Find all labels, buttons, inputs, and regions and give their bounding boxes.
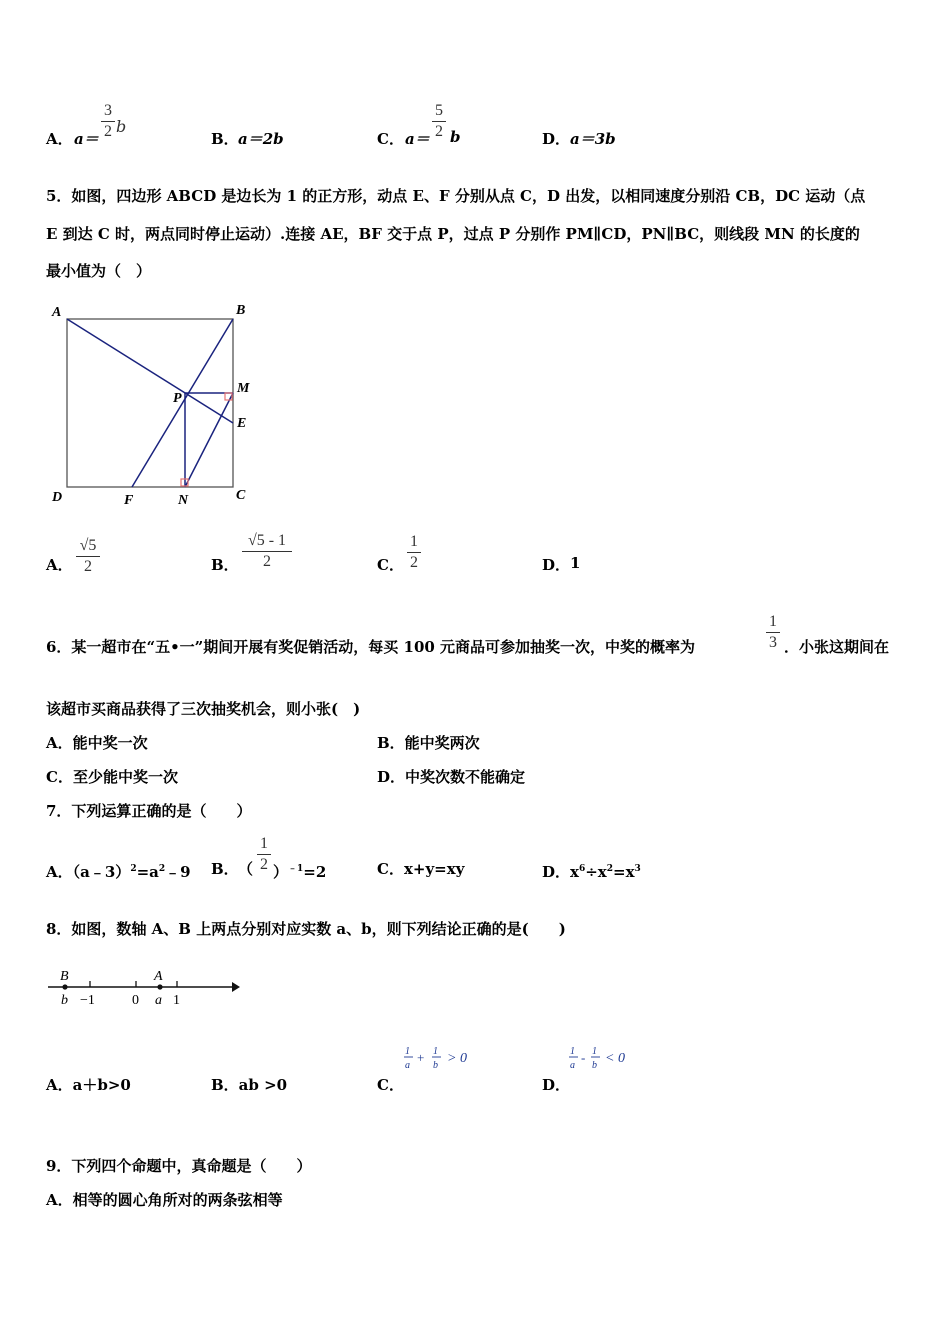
q8-option-d-formula-image (568, 1043, 648, 1073)
q8-option-b: B．ab >0 (211, 1076, 288, 1094)
q6-stem-line-1: 6．某一超市在“五•一”期间开展有奖促销活动，每买 100 元商品可参加抽奖一次，中奖的概率为 (46, 638, 696, 656)
q5-option-d-label: D． (542, 556, 571, 574)
q5-c-numerator: 1 (410, 533, 418, 550)
label-a: A (52, 305, 62, 320)
q7-b-denominator: 2 (260, 856, 268, 873)
q8-option-c-formula-image (403, 1043, 483, 1073)
svg-text:+: + (417, 1050, 425, 1065)
q7-a-expr-1: （a﹣3） (72, 863, 131, 881)
label-a-value: a (155, 993, 162, 1008)
q5-stem-line-3: 最小值为（ ） (46, 262, 152, 280)
q4-option-c-label: C． (377, 130, 404, 148)
q7-b-numerator: 1 (260, 835, 268, 852)
q7-option-a (46, 860, 191, 881)
q7-option-c (377, 860, 464, 878)
svg-text:< 0: < 0 (605, 1051, 625, 1066)
q6-option-b: B．能中奖两次 (377, 734, 480, 752)
q8-number-line (44, 962, 244, 1012)
q5-stem-line-2: E 到达 C 时，两点同时停止运动）.连接 AE，BF 交于点 P，过点 P 分别作 PM∥CD，PN∥BC，则线段 MN 的长度的 (46, 225, 860, 243)
q5-stem-line-1: 5．如图，四边形 ABCD 是边长为 1 的正方形，动点 E、F 分别从点 C，D 出发，以相同速度分别沿 CB，DC 运动（点 (46, 187, 866, 205)
label-point-b: B (60, 969, 69, 984)
label-b: B (236, 303, 246, 318)
label-n: N (178, 493, 189, 508)
q7-a-expr-3: ﹣9 (165, 863, 191, 881)
point-a (157, 984, 162, 989)
segment-bf (132, 319, 233, 487)
q4-option-b-label: B． (211, 130, 239, 148)
q5-a-numerator: √5 (79, 537, 97, 554)
svg-text:1: 1 (433, 1046, 438, 1057)
q4-option-a-var: a＝ (74, 130, 99, 148)
label-minus-one: −1 (80, 993, 95, 1008)
q9-stem: 9．下列四个命题中，真命题是（ ） (46, 1157, 312, 1175)
q4-a-numerator: 3 (104, 102, 112, 119)
q4-option-b-expr: a＝2b (238, 130, 284, 148)
label-d: D (52, 490, 63, 505)
q7-option-d (542, 860, 641, 881)
q7-d-label: D． (542, 863, 571, 881)
q8-option-d: D． (542, 1076, 571, 1094)
q7-d-sup-3: 3 (634, 864, 641, 874)
q6-option-c: C．至少能中奖一次 (46, 768, 178, 786)
q7-b-value: =2 (303, 863, 327, 881)
q6-option-d: D．中奖次数不能确定 (377, 768, 526, 786)
q4-c-denominator: 2 (435, 123, 443, 140)
q7-a-label: A． (46, 863, 73, 881)
q7-b-fraction (257, 835, 271, 874)
svg-text:> 0: > 0 (447, 1051, 467, 1066)
q5-c-denominator: 2 (410, 554, 418, 571)
square-abcd (67, 319, 233, 487)
q5-option-d-value: 1 (570, 554, 581, 572)
q4-option-c-tail: b (450, 128, 461, 146)
q4-c-numerator: 5 (435, 102, 443, 119)
q8-option-a: A．a＋b>0 (46, 1076, 131, 1094)
q7-c-label: C． (377, 860, 404, 878)
label-c: C (236, 488, 246, 503)
q4-option-a-tail: b (116, 117, 127, 136)
svg-text:1: 1 (570, 1046, 575, 1057)
q4-option-c-var: a＝ (405, 130, 430, 148)
q7-stem: 7．下列运算正确的是（ ） (46, 802, 252, 820)
q4-option-a-label: A． (46, 130, 73, 148)
svg-text:b: b (433, 1060, 438, 1071)
label-one: 1 (173, 993, 180, 1008)
q8-option-c: C． (377, 1076, 404, 1094)
q7-b-label: B． (211, 860, 239, 878)
svg-text:-: - (581, 1050, 586, 1065)
q7-d-expr-3: =x (613, 863, 635, 881)
q4-option-c-fraction (432, 102, 446, 141)
axis-arrow (232, 982, 240, 992)
q5-option-c-label: C． (377, 556, 404, 574)
label-zero: 0 (132, 993, 139, 1008)
q9-option-a: A．相等的圆心角所对的两条弦相等 (46, 1191, 283, 1209)
q6-prob-numerator: 1 (769, 613, 777, 630)
q7-a-sup-1: 2 (130, 864, 137, 874)
q7-d-expr-1: x (570, 863, 579, 881)
q5-a-denominator: 2 (84, 558, 92, 575)
q6-probability-fraction (766, 613, 780, 652)
q6-stem-line-1-tail: ．小张这期间在 (784, 638, 890, 656)
q5-square-figure (40, 296, 270, 511)
q7-a-sup-2: 2 (158, 864, 166, 874)
q5-option-b-label: B． (211, 556, 239, 574)
q7-a-expr-2: =a (136, 863, 159, 881)
label-b-value: b (61, 993, 68, 1008)
q7-b-tail (273, 860, 326, 881)
q6-option-a: A．能中奖一次 (46, 734, 148, 752)
q7-d-sup-1: 6 (578, 864, 586, 874)
q6-stem-line-2: 该超市买商品获得了三次抽奖机会，则小张( ) (46, 700, 361, 718)
label-p: P (173, 391, 182, 406)
q4-option-a-fraction (101, 102, 115, 141)
label-point-a: A (154, 969, 163, 984)
q7-c-expr: x+y=xy (403, 860, 465, 878)
q7-b-open: （ (238, 860, 254, 878)
label-m: M (237, 381, 250, 396)
label-f: F (124, 493, 134, 508)
q7-b-sup: ﹣1 (288, 864, 304, 874)
svg-text:1: 1 (592, 1046, 597, 1057)
q4-a-denominator: 2 (104, 123, 112, 140)
q5-option-c-fraction (407, 533, 421, 572)
q5-b-denominator: 2 (263, 553, 271, 570)
q5-option-b-fraction (242, 532, 292, 571)
q7-d-expr-2: ÷x (585, 863, 607, 881)
q4-option-d-expr: a＝3b (570, 130, 616, 148)
q7-b-close: ） (273, 863, 289, 881)
q7-d-sup-2: 2 (606, 864, 614, 874)
q8-stem: 8．如图，数轴 A、B 上两点分别对应实数 a、b，则下列结论正确的是( ) (46, 920, 566, 938)
q6-prob-denominator: 3 (769, 634, 777, 651)
q5-b-numerator: √5 - 1 (247, 532, 287, 549)
svg-text:1: 1 (405, 1046, 410, 1057)
svg-text:b: b (592, 1060, 597, 1071)
point-b (62, 984, 67, 989)
svg-text:a: a (570, 1060, 575, 1071)
svg-text:a: a (405, 1060, 410, 1071)
label-e: E (237, 416, 247, 431)
q5-option-a-fraction (76, 537, 100, 576)
q5-option-a-label: A． (46, 556, 73, 574)
segment-ae (67, 319, 233, 423)
q4-option-d-label: D． (542, 130, 571, 148)
